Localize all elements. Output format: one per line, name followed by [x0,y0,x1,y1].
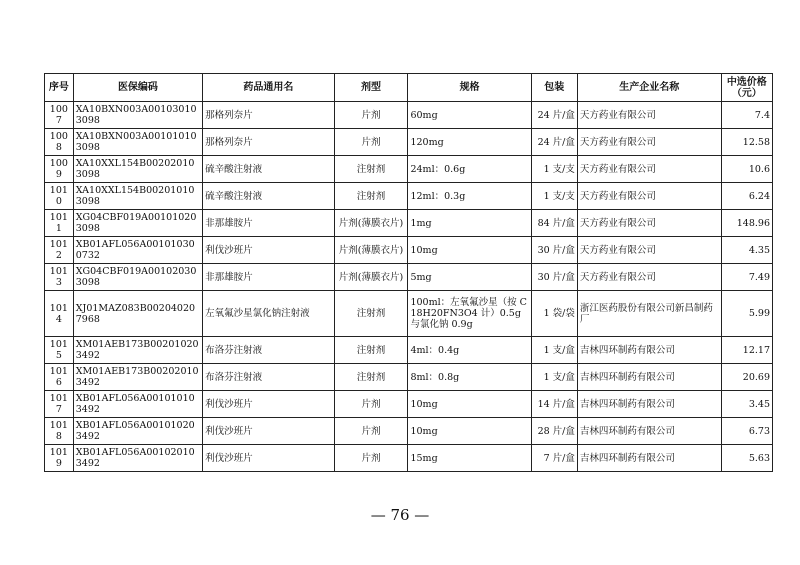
table-row [45,183,773,210]
table-row [45,102,773,129]
cell-name: 利伐沙班片 [203,237,334,264]
cell-form: 片剂 [334,391,408,418]
cell-seq: 1018 [45,418,74,445]
cell-maker: 吉林四环制药有限公司 [577,445,721,472]
cell-name: 利伐沙班片 [203,445,334,472]
table-row [45,129,773,156]
cell-name: 利伐沙班片 [203,418,334,445]
cell-form: 片剂 [334,445,408,472]
cell-maker: 吉林四环制药有限公司 [577,337,721,364]
header-name: 药品通用名 [203,74,334,102]
cell-code: XJ01MAZ083B002040207968 [73,291,202,337]
cell-pack: 24 片/盒 [531,129,577,156]
cell-name: 左氧氟沙星氯化钠注射液 [203,291,334,337]
cell-maker: 天方药业有限公司 [577,264,721,291]
cell-seq: 1011 [45,210,74,237]
cell-price: 5.99 [721,291,772,337]
cell-name: 布洛芬注射液 [203,364,334,391]
cell-price: 7.49 [721,264,772,291]
cell-seq: 1012 [45,237,74,264]
cell-seq: 1014 [45,291,74,337]
cell-spec: 120mg [408,129,531,156]
cell-code: XB01AFL056A001020103492 [73,445,202,472]
cell-code: XB01AFL056A001010203492 [73,418,202,445]
drug-price-table [44,73,773,472]
cell-price: 6.24 [721,183,772,210]
cell-code: XG04CBF019A001010203098 [73,210,202,237]
cell-spec: 10mg [408,418,531,445]
cell-code: XB01AFL056A001010300732 [73,237,202,264]
cell-seq: 1007 [45,102,74,129]
cell-seq: 1013 [45,264,74,291]
cell-spec: 10mg [408,391,531,418]
cell-form: 注射剂 [334,183,408,210]
cell-spec: 1mg [408,210,531,237]
cell-pack: 1 袋/袋 [531,291,577,337]
cell-code: XM01AEB173B002020103492 [73,364,202,391]
table-row [45,264,773,291]
cell-price: 12.17 [721,337,772,364]
cell-form: 片剂 [334,129,408,156]
cell-maker: 浙江医药股份有限公司新昌制药厂 [577,291,721,337]
cell-price: 5.63 [721,445,772,472]
cell-pack: 1 支/盒 [531,337,577,364]
cell-name: 利伐沙班片 [203,391,334,418]
cell-spec: 4ml：0.4g [408,337,531,364]
table-row [45,237,773,264]
header-price: 中选价格（元） [721,74,772,102]
cell-code: XA10XXL154B002010103098 [73,183,202,210]
header-maker: 生产企业名称 [577,74,721,102]
cell-pack: 7 片/盒 [531,445,577,472]
cell-form: 注射剂 [334,156,408,183]
cell-seq: 1008 [45,129,74,156]
cell-name: 硫辛酸注射液 [203,156,334,183]
cell-code: XB01AFL056A001010103492 [73,391,202,418]
cell-code: XA10BXN003A001010103098 [73,129,202,156]
cell-seq: 1009 [45,156,74,183]
cell-name: 布洛芬注射液 [203,337,334,364]
cell-spec: 60mg [408,102,531,129]
table-row [45,337,773,364]
table-row [45,418,773,445]
table-row [45,291,773,337]
cell-maker: 天方药业有限公司 [577,183,721,210]
cell-name: 那格列奈片 [203,102,334,129]
cell-spec: 5mg [408,264,531,291]
cell-price: 4.35 [721,237,772,264]
header-spec: 规格 [408,74,531,102]
cell-form: 注射剂 [334,364,408,391]
cell-form: 注射剂 [334,337,408,364]
cell-seq: 1015 [45,337,74,364]
cell-maker: 天方药业有限公司 [577,237,721,264]
cell-price: 6.73 [721,418,772,445]
cell-maker: 吉林四环制药有限公司 [577,364,721,391]
cell-code: XM01AEB173B002010203492 [73,337,202,364]
cell-seq: 1017 [45,391,74,418]
cell-price: 148.96 [721,210,772,237]
cell-seq: 1019 [45,445,74,472]
header-form: 剂型 [334,74,408,102]
cell-price: 20.69 [721,364,772,391]
cell-pack: 1 支/盒 [531,364,577,391]
cell-price: 10.6 [721,156,772,183]
cell-form: 片剂(薄膜衣片) [334,210,408,237]
header-pack: 包装 [531,74,577,102]
cell-maker: 天方药业有限公司 [577,210,721,237]
cell-spec: 24ml：0.6g [408,156,531,183]
cell-spec: 12ml：0.3g [408,183,531,210]
cell-form: 片剂 [334,418,408,445]
cell-code: XA10BXN003A001030103098 [73,102,202,129]
table-header-row [45,74,773,102]
table-row [45,445,773,472]
cell-seq: 1016 [45,364,74,391]
table-row [45,156,773,183]
table-row [45,391,773,418]
cell-spec: 15mg [408,445,531,472]
cell-seq: 1010 [45,183,74,210]
cell-name: 硫辛酸注射液 [203,183,334,210]
cell-spec: 10mg [408,237,531,264]
page-number: — 76 — [370,506,430,524]
cell-maker: 吉林四环制药有限公司 [577,391,721,418]
cell-pack: 14 片/盒 [531,391,577,418]
cell-pack: 30 片/盒 [531,264,577,291]
cell-name: 非那雄胺片 [203,210,334,237]
cell-pack: 1 支/支 [531,156,577,183]
cell-maker: 天方药业有限公司 [577,156,721,183]
cell-price: 12.58 [721,129,772,156]
cell-name: 那格列奈片 [203,129,334,156]
cell-maker: 天方药业有限公司 [577,129,721,156]
cell-spec: 8ml：0.8g [408,364,531,391]
header-seq: 序号 [45,74,74,102]
cell-spec: 100ml：左氧氟沙星（按 C18H20FN3O4 计）0.5g 与氯化钠 0.9g [408,291,531,337]
cell-price: 7.4 [721,102,772,129]
header-code: 医保编码 [73,74,202,102]
table-body [45,102,773,472]
cell-pack: 28 片/盒 [531,418,577,445]
table-row [45,210,773,237]
cell-form: 注射剂 [334,291,408,337]
cell-form: 片剂(薄膜衣片) [334,237,408,264]
drug-price-table-wrapper [44,73,773,472]
cell-code: XG04CBF019A001020303098 [73,264,202,291]
table-row [45,364,773,391]
cell-form: 片剂 [334,102,408,129]
cell-form: 片剂(薄膜衣片) [334,264,408,291]
cell-pack: 30 片/盒 [531,237,577,264]
cell-name: 非那雄胺片 [203,264,334,291]
cell-pack: 1 支/支 [531,183,577,210]
cell-price: 3.45 [721,391,772,418]
cell-maker: 天方药业有限公司 [577,102,721,129]
cell-pack: 24 片/盒 [531,102,577,129]
cell-code: XA10XXL154B002020103098 [73,156,202,183]
cell-maker: 吉林四环制药有限公司 [577,418,721,445]
cell-pack: 84 片/盒 [531,210,577,237]
